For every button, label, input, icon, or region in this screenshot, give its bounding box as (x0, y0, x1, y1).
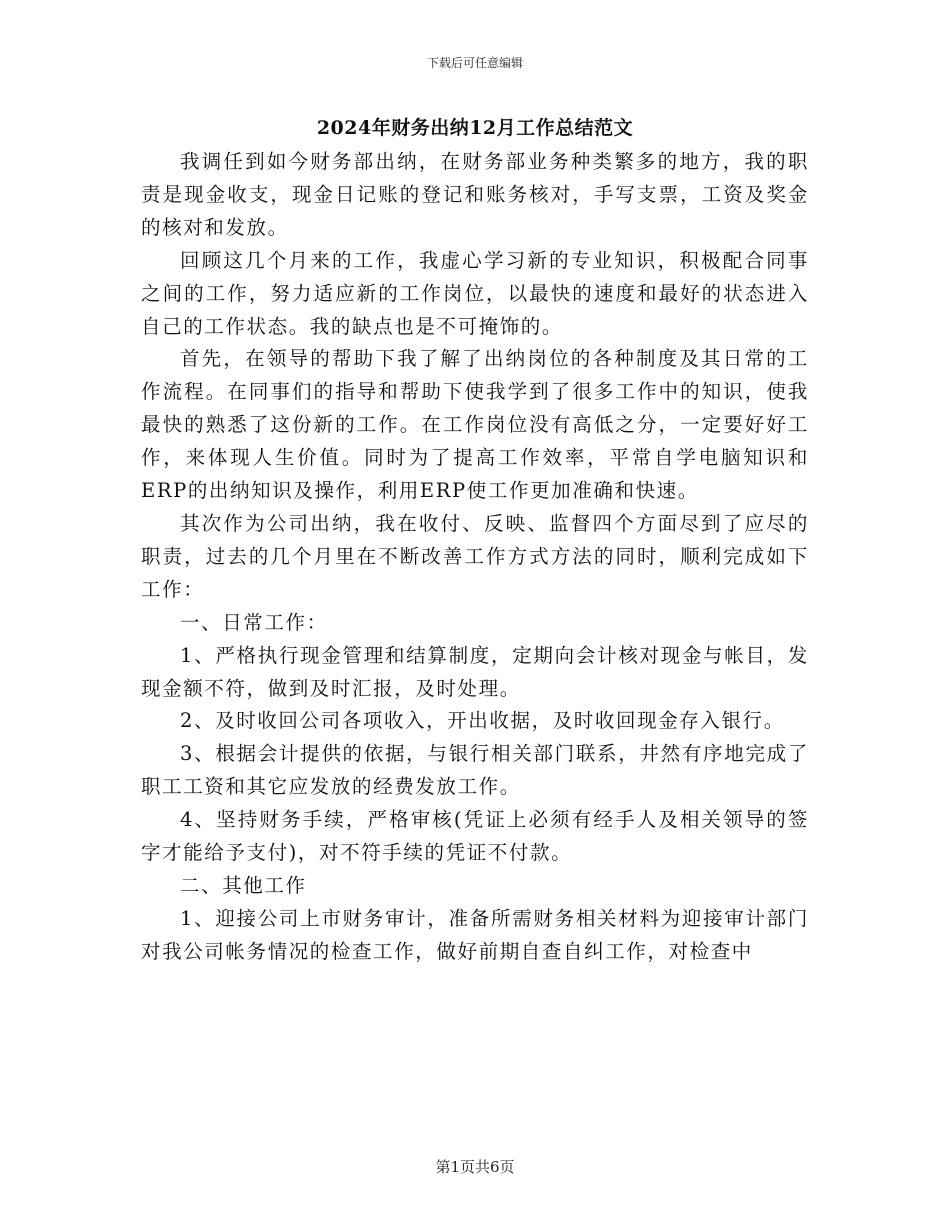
paragraph: 3、根据会计提供的依据，与银行相关部门联系，井然有序地完成了职工工资和其它应发放的经费发放工作。 (141, 742, 809, 799)
document-title: 2024年财务出纳12月工作总结范文 (316, 117, 634, 139)
paragraph: 1、迎接公司上市财务审计，准备所需财务相关材料为迎接审计部门对我公司帐务情况的检查工作，做好前期自查自纠工作，对检查中 (141, 906, 809, 963)
section-heading: 一、日常工作： (180, 610, 328, 634)
paragraph: 4、坚持财务手续，严格审核(凭证上必须有经手人及相关领导的签字才能给予支付)，对不符手续的凭证不付款。 (141, 808, 809, 865)
paragraph: 其次作为公司出纳，我在收付、反映、监督四个方面尽到了应尽的职责，过去的几个月里在不断改善工作方式方法的同时，顺利完成如下工作： (141, 511, 809, 601)
paragraph: 2、及时收回公司各项收入，开出收据，及时收回现金存入银行。 (180, 709, 785, 733)
paragraph: 回顾这几个月来的工作，我虚心学习新的专业知识，积极配合同事之间的工作，努力适应新的工作岗位，以最快的速度和最好的状态进入自己的工作状态。我的缺点也是不可掩饰的。 (141, 248, 809, 338)
section-heading: 二、其他工作 (180, 873, 307, 897)
paragraph: 我调任到如今财务部出纳，在财务部业务种类繁多的地方，我的职责是现金收支，现金日记账的登记和账务核对，手写支票，工资及奖金的核对和发放。 (141, 150, 809, 239)
document-body (141, 146, 809, 969)
header-note: 下载后可任意编辑 (426, 56, 523, 70)
page-number: 第1页共6页 (435, 1158, 515, 1176)
paragraph: 首先，在领导的帮助下我了解了出纳岗位的各种制度及其日常的工作流程。在同事们的指导和帮助下使我学到了很多工作中的知识，使我最快的熟悉了这份新的工作。在工作岗位没有高低之分，一定要好好工作，来体现人生价值。同时为了提高工作效率，平常自学电脑知识和ERP的出纳知识及操作，利用ERP使工作更加准确和快速。 (141, 347, 809, 503)
paragraph: 1、严格执行现金管理和结算制度，定期向会计核对现金与帐目，发现金额不符，做到及时汇报，及时处理。 (141, 643, 809, 700)
